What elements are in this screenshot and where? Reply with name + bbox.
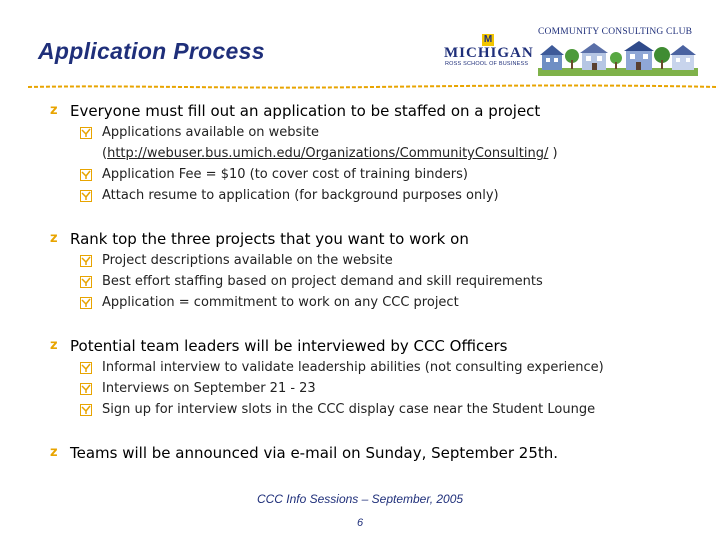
level2-bullet xyxy=(50,271,710,292)
club-label: COMMUNITY CONSULTING CLUB xyxy=(538,27,693,37)
bullet-text: Best effort staffing based on project demand and skill requirements xyxy=(102,274,543,289)
level2-bullet xyxy=(50,164,710,185)
bullet-text: Sign up for interview slots in the CCC display case near the Student Lounge xyxy=(102,402,596,417)
checkbox-bullet-icon xyxy=(80,127,92,139)
level2-bullet xyxy=(50,122,710,164)
section-ranking xyxy=(50,228,710,313)
checkbox-bullet-icon xyxy=(80,362,92,374)
level1-bullet xyxy=(50,228,710,250)
bullet-text: Applications available on website xyxy=(102,125,320,140)
bullet-text: Project descriptions available on the website xyxy=(102,253,393,268)
checkbox-bullet-icon xyxy=(80,383,92,395)
bullet-text: Application = commitment to work on any CCC project xyxy=(102,295,459,310)
checkbox-bullet-icon xyxy=(80,404,92,416)
level1-bullet xyxy=(50,442,710,464)
section-heading: Potential team leaders will be interviewed by CCC Officers xyxy=(70,337,508,355)
bullet-text: Interviews on September 21 - 23 xyxy=(102,381,316,396)
url-close-paren: ) xyxy=(548,146,558,161)
section-heading: Rank top the three projects that you want to work on xyxy=(70,230,469,248)
town-illustration-icon xyxy=(538,40,698,76)
logo-ross-text: ROSS SCHOOL OF BUSINESS xyxy=(445,61,529,67)
slide-body xyxy=(50,100,710,486)
z-bullet-icon: z xyxy=(50,445,58,460)
url-open-paren: ( xyxy=(102,146,108,161)
section-announcement xyxy=(50,442,710,464)
checkbox-bullet-icon xyxy=(80,297,92,309)
z-bullet-icon: z xyxy=(50,103,58,118)
level1-bullet xyxy=(50,100,710,122)
level2-bullet xyxy=(50,357,710,378)
section-heading: Teams will be announced via e-mail on Sunday, September 25th. xyxy=(70,444,559,462)
footer-session-line: CCC Info Sessions – September, 2005 xyxy=(256,492,464,506)
logo-michigan-text: MICHIGAN xyxy=(444,45,534,61)
level2-bullet xyxy=(50,399,710,420)
bullet-text: Application Fee = $10 (to cover cost of training binders) xyxy=(102,167,468,182)
header-divider xyxy=(28,84,718,90)
block-m-icon: M xyxy=(483,34,493,45)
level2-bullet xyxy=(50,185,710,206)
bullet-text: Attach resume to application (for background purposes only) xyxy=(102,188,499,203)
checkbox-bullet-icon xyxy=(80,190,92,202)
level2-bullet xyxy=(50,250,710,271)
level1-bullet xyxy=(50,335,710,357)
level2-bullet xyxy=(50,378,710,399)
bullet-text: Informal interview to validate leadership abilities (not consulting experience) xyxy=(102,360,604,375)
page-title: Application Process xyxy=(38,38,265,64)
url-line xyxy=(102,143,710,164)
checkbox-bullet-icon xyxy=(80,255,92,267)
z-bullet-icon: z xyxy=(50,338,58,353)
section-heading: Everyone must fill out an application to be staffed on a project xyxy=(70,102,541,120)
section-application xyxy=(50,100,710,206)
checkbox-bullet-icon xyxy=(80,169,92,181)
level2-bullet xyxy=(50,292,710,313)
michigan-logo xyxy=(442,34,532,70)
section-team-leaders xyxy=(50,335,710,420)
z-bullet-icon: z xyxy=(50,231,58,246)
website-link[interactable]: http://webuser.bus.umich.edu/Organizations/CommunityConsulting/ xyxy=(107,146,549,161)
checkbox-bullet-icon xyxy=(80,276,92,288)
page-number: 6 xyxy=(356,517,364,529)
